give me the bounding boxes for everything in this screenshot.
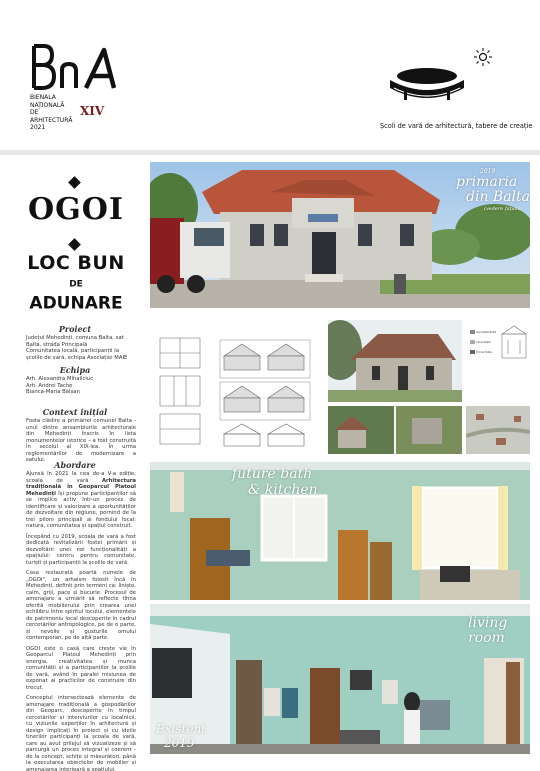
sun-icon <box>474 48 492 66</box>
bna-line: ARHITECTURĂ <box>30 116 73 124</box>
legend-item: Primar Balta <box>476 351 493 354</box>
header-divider <box>0 150 540 155</box>
bath-caption-line2: & kitchen <box>248 482 318 498</box>
detail-photos-image <box>328 406 462 454</box>
abordare-paragraph: Începând cu 2019, școala de vară a fost dedicată revitalizării fostei primării și dezvoltării unei noi funcționalități a spațiului: centru pentru comunitate, turiști și participanții la școlile de vară. <box>26 533 136 566</box>
legend-item: Suprafață Balta <box>476 331 497 334</box>
architectural-drawings-image <box>152 326 322 452</box>
bna-logo <box>30 44 120 140</box>
photo-bath-kitchen <box>150 462 530 600</box>
house-historic-image <box>328 320 462 402</box>
legend-list <box>476 328 496 358</box>
project-subtitle-line1: LOC BUN <box>27 252 125 274</box>
primaria-caption-line2: din Balta <box>466 189 530 205</box>
legend-item: Canal Balta <box>476 341 491 344</box>
abordare-paragraph <box>26 471 136 530</box>
section-title-abordare: Abordare <box>54 460 96 470</box>
section-body-abordare <box>26 471 136 771</box>
aerial-map-image <box>466 406 530 454</box>
diamond-ornament-icon <box>68 176 81 189</box>
section-body-proiect <box>26 335 136 361</box>
bath-caption-line1: future bath <box>232 466 313 482</box>
interior-kitchen-image <box>150 462 530 600</box>
bna-line: DE <box>30 109 39 116</box>
section-body-echipa <box>26 376 136 396</box>
poster-header <box>0 0 540 150</box>
photo-primaria-exterior <box>150 162 530 308</box>
abordare-p1-bold: Arhitectura tradițională în Geoparcul Platoul Mehedinți <box>26 477 136 497</box>
project-subtitle-line2 <box>20 274 132 314</box>
abordare-paragraph: Casa restaurată poartă numele de „OGOI", un arhaism folosit încă în Mehedinți, definit prin termeni ca: liniște, calm, griji, pace și bucurie. Procesul de amenajare a urmărit să reflecte tihna oferită mobilierului prin crearea unei echilibru între spiritul locului, elementele de patrimoniu local descoperite în cadrul cercetărilor antropologice, pe de o parte, și nevoile și gusturile omului contemporan, pe de altă parte. <box>26 570 136 641</box>
bna-line: 2021 <box>30 124 46 131</box>
existent-label-line1: Existent <box>156 722 206 736</box>
primaria-year: 2019 <box>480 168 496 175</box>
bna-line: BIENALA <box>30 94 56 101</box>
living-caption: living room <box>468 615 508 646</box>
section-title-context: Context inițial <box>42 407 108 417</box>
section-body-context: Fosta clădire a primăriei comunei Balta - unul dintre ansamblurile arhitecturale din Mehedinți înscris în lista monumentelor istorice – a fost construită în secolul al XIX-lea. În urma reglementărilor de modernizare a satului. <box>26 418 136 463</box>
program-subtitle: Școli de vară de arhitectură, tabere de creație <box>380 122 533 130</box>
bna-line: NAȚIONALĂ <box>30 101 65 109</box>
abordare-paragraph: OGOI este o casă care crește vie în Geoparcul Platoul Mehedinți prin energia, creativitatea și munca comunității și a participanților la școlile de vară, având în paralel misiunea de exponat al practicilor de construire din trecut. <box>26 645 136 691</box>
bna-glyphs-icon <box>30 44 120 100</box>
project-title: OGOI <box>28 192 124 227</box>
photo-living-room <box>150 604 530 754</box>
section-title-proiect: Proiect <box>58 324 92 334</box>
abordare-paragraph: Conceptul intersectează elemente de amenajare tradițională a gospodăriilor din Geoparc, descoperite în timpul cercetărilor și interviurilor cu localnicii, cu viziunile experților în arhitectură și design implicați în proiect și cu ideile tinerilor participanți la școala de vară, care au avut prilejul să vizualizeze și să parcurgă un proces integral și coerent - de la concept, schițe și măsurători, până la executarea obiectelor de mobilier și amenajarea interioară a spațiului. <box>26 695 136 771</box>
team-member: Bianca-Maria Bălșan <box>26 389 80 395</box>
bna-logo-text <box>30 94 73 132</box>
abordare-p1-start: Ajunsă în 2021 la cea de-a V-a ediție, școala de vară <box>26 471 136 484</box>
subtitle-adunare: ADUNARE <box>29 293 123 314</box>
subtitle-de: DE <box>69 279 83 290</box>
diamond-ornament-icon <box>68 238 81 251</box>
primaria-caption-note: (vedere fațadă) <box>484 206 523 212</box>
team-member: Arh. Alexandra Mihailciuc <box>26 376 94 382</box>
bna-edition: XIV <box>80 104 105 118</box>
school-emblem-icon <box>384 62 470 110</box>
text-column <box>0 160 150 771</box>
abordare-p1-end: își propune participanților să se implice activ într-un proces de identificare și valorizare a oportunităților de dezvoltare din regiune, pornind de la trei piloni principali ai fondului local: natura, comunitatea și spațiul construit. <box>26 490 136 529</box>
proiect-line: Județul Mehedinți, comuna Balta, sat Balta, strada Principală <box>26 335 124 348</box>
proiect-line: Comunitatea locală, participanții la școlile de vară, echipa Asociației MAIE <box>26 348 128 361</box>
section-title-echipa: Echipa <box>59 365 91 375</box>
team-member: Arh. Andrei Tache <box>26 382 73 389</box>
existent-label-line2: 2019 <box>164 736 195 750</box>
primaria-caption-line1: primaria <box>456 174 518 190</box>
